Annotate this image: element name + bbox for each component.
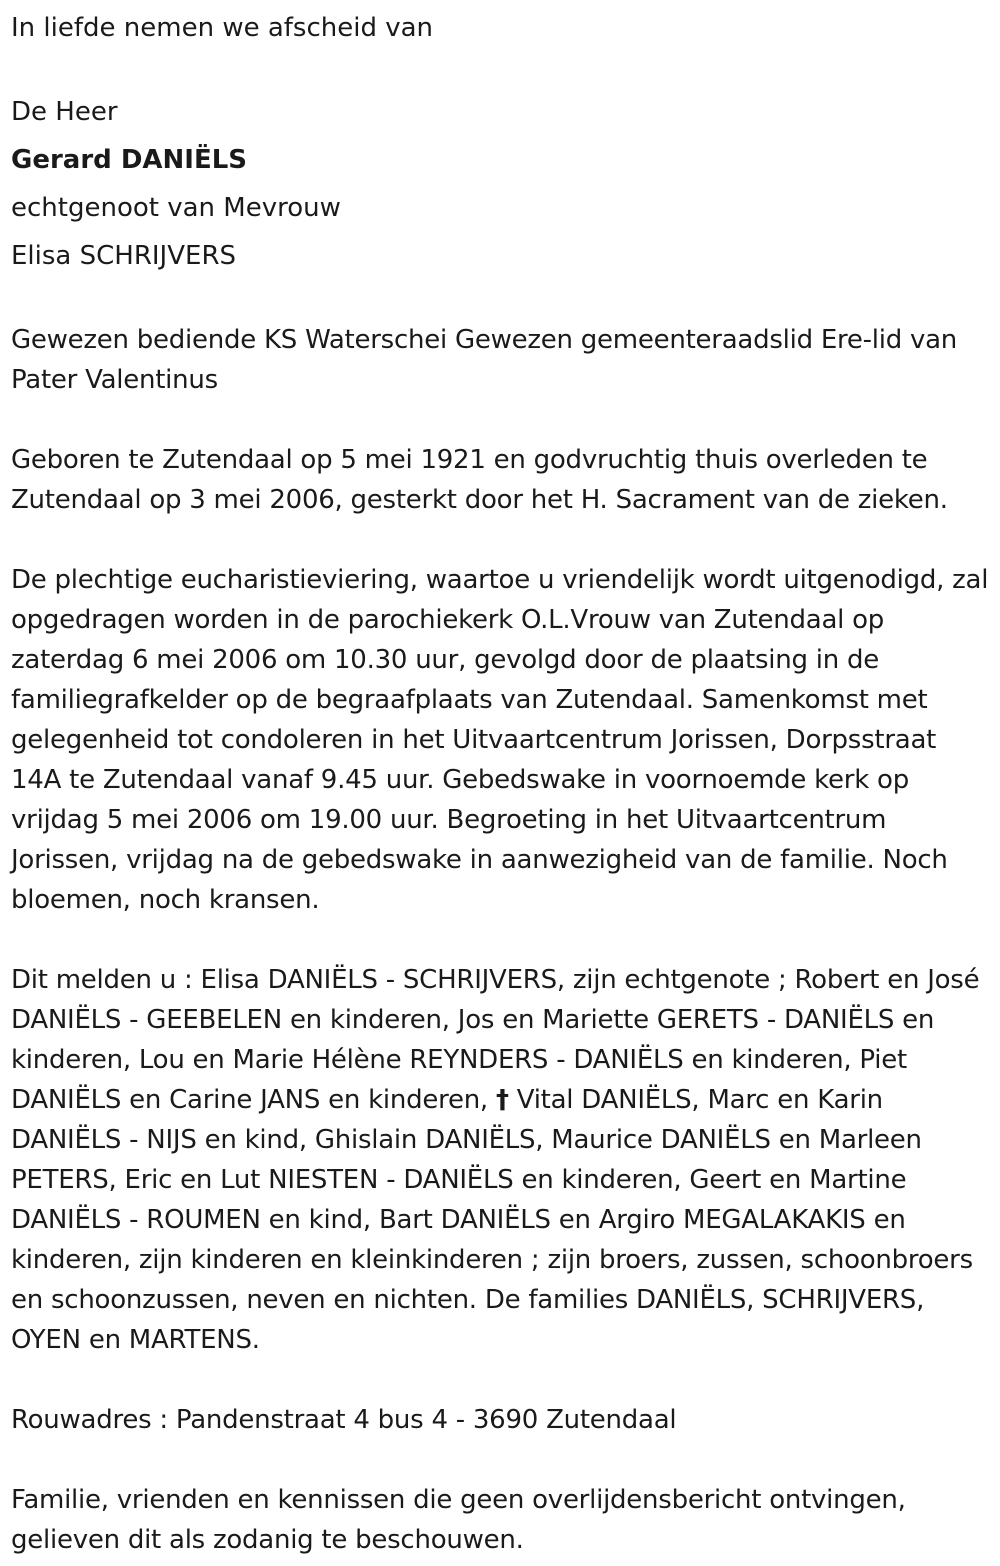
address-line: Rouwadres : Pandenstraat 4 bus 4 - 3690 Zutendaal [11,1405,677,1435]
ceremony-paragraph: De plechtige eucharistieviering, waartoe u vriendelijk wordt uitgenodigd, zal opgedragen worden in de parochiekerk O.L.Vrouw van Zutendaal op zaterdag 6 mei 2006 om 10.30 uur, gevolgd door de plaatsing in de familiegrafkelder op de begraafplaats van Zutendaal. Samenkomst met gelegenheid tot condoleren in het Uitvaartcentrum Jorissen, Dorpsstraat 14A te Zutendaal vanaf 9.45 uur. Gebedswake in voornoemde kerk op vrijdag 5 mei 2006 om 19.00 uur. Begroeting in het Uitvaartcentrum Jorissen, vrijdag na de gebedswake in aanwezigheid van de familie. Noch bloemen, noch kransen. [11,565,989,915]
family-text-part2: Vital DANIËLS, Marc en Karin DANIËLS - NIJS en kind, Ghislain DANIËLS, Maurice DANIËLS en Marleen PETERS, Eric en Lut NIESTEN - DANIËLS en kinderen, Geert en Martine DANIËLS - ROUMEN en kind, Bart DANIËLS en Argiro MEGALAKAKIS en kinderen, zijn kinderen en kleinkinderen ; zijn broers, zussen, schoonbroers en schoonzussen, neven en nichten. De families DANIËLS, SCHRIJVERS, OYEN en MARTENS. [11,1085,973,1355]
family-text-part1: Dit melden u : Elisa DANIËLS - SCHRIJVERS, zijn echtgenote ; Robert en José DANIËLS - GEEBELEN en kinderen, Jos en Mariette GERETS - DANIËLS en kinderen, Lou en Marie Hélène REYNDERS - DANIËLS en kinderen, Piet DANIËLS en Carine JANS en kinderen, [11,965,980,1115]
title-line: De Heer [11,97,118,127]
functions-paragraph: Gewezen bediende KS Waterschei Gewezen gemeenteraadslid Ere-lid van Pater Valentinus [11,325,958,395]
intro-text: In liefde nemen we afscheid van [11,13,434,43]
cross-icon: † [495,1085,509,1115]
spouse-name: Elisa SCHRIJVERS [11,241,237,271]
family-paragraph [11,960,993,1360]
deceased-name: Gerard DANIËLS [11,145,248,175]
closing-paragraph: Familie, vrienden en kennissen die geen overlijdensbericht ontvingen, gelieven dit als zodanig te beschouwen. [11,1485,906,1555]
spouse-intro: echtgenoot van Mevrouw [11,193,341,223]
birth-death-paragraph: Geboren te Zutendaal op 5 mei 1921 en godvruchtig thuis overleden te Zutendaal op 3 mei 2006, gesterkt door het H. Sacrament van de zieken. [11,445,948,515]
obituary-document [11,8,993,1560]
